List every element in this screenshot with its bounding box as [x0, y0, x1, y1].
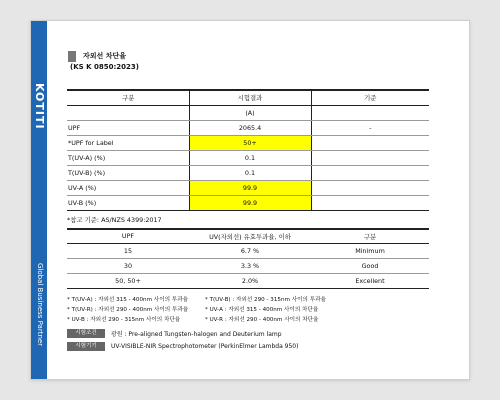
result-label: T(UV-A) (%): [67, 150, 189, 165]
ref-upf-value: 50, 50+: [67, 274, 189, 289]
result-criterion: [311, 195, 429, 210]
condition-row: [67, 327, 465, 340]
report-sheet: [30, 20, 470, 380]
result-value: 0.1: [189, 165, 311, 180]
ref-header-grade: 구분: [311, 229, 429, 244]
reference-table: [67, 228, 429, 290]
ref-transmission-value: 3.3 %: [189, 259, 311, 274]
brand-sidebar: [31, 21, 47, 379]
results-header-row: [67, 90, 429, 105]
definition-item: * T(UV-A) : 자외선 315 - 400nm 사이의 투과율: [67, 297, 189, 303]
result-value: 0.1: [189, 150, 311, 165]
results-row: [67, 195, 429, 210]
report-header: [67, 49, 465, 89]
col-header-criterion: 기준: [311, 90, 429, 105]
results-row: [67, 180, 429, 195]
definition-item: * UV-R : 자외선 290 - 400nm 사이의 차단율: [205, 317, 319, 323]
result-label: *UPF for Label: [67, 135, 189, 150]
brand-tagline: Global Business Partner: [36, 263, 44, 347]
results-table: [67, 89, 429, 211]
condition-row: [67, 340, 465, 353]
results-row: [67, 120, 429, 135]
report-standard: (KS K 0850:2023): [70, 63, 139, 71]
result-label: UV-B (%): [67, 195, 189, 210]
ref-grade-value: Good: [311, 259, 429, 274]
result-value: 99.9: [189, 180, 311, 195]
ref-upf-value: 15: [67, 244, 189, 259]
result-label: T(UV-B) (%): [67, 165, 189, 180]
result-label: UV-A (%): [67, 180, 189, 195]
ref-grade-value: Excellent: [311, 274, 429, 289]
brand-logo: KOTITI: [33, 83, 46, 130]
test-conditions: [67, 327, 465, 353]
ref-header-upf: UPF: [67, 229, 189, 244]
result-criterion: [311, 180, 429, 195]
condition-tag: 시험기기: [67, 342, 105, 351]
unit-criterion-blank: [311, 105, 429, 120]
reference-row: [67, 244, 429, 259]
results-row: [67, 135, 429, 150]
col-header-result: 시험결과: [189, 90, 311, 105]
result-value: 2065.4: [189, 120, 311, 135]
results-row: [67, 150, 429, 165]
reference-row: [67, 274, 429, 289]
results-row: [67, 165, 429, 180]
report-content: [67, 49, 465, 353]
results-unit-row: [67, 105, 429, 120]
report-title: 자외선 차단율: [83, 52, 127, 60]
definition-item: * UV-B : 자외선 290 - 315nm 사이의 차단율: [67, 317, 181, 323]
ref-upf-value: 30: [67, 259, 189, 274]
result-value: 50+: [189, 135, 311, 150]
result-criterion: -: [311, 120, 429, 135]
reference-note: *참고 기준: AS/NZS 4399:2017: [67, 215, 162, 224]
ref-transmission-value: 6.7 %: [189, 244, 311, 259]
result-criterion: [311, 135, 429, 150]
unit-label: (A): [189, 105, 311, 120]
definitions-list: [67, 295, 465, 323]
result-criterion: [311, 150, 429, 165]
col-header-category: 구분: [67, 90, 189, 105]
definition-item: * T(UV-R) : 자외선 290 - 400nm 사이의 투과율: [67, 307, 189, 313]
ref-grade-value: Minimum: [311, 244, 429, 259]
definition-item: * UV-A : 자외선 315 - 400nm 사이의 차단율: [205, 307, 319, 313]
section-marker-icon: [68, 51, 76, 62]
condition-text: UV-VISIBLE-NIR Spectrophotometer (PerkinElmer Lambda 950): [111, 343, 299, 350]
condition-text: 광원 : Pre-aligned Tungsten-halogen and Deuterium lamp: [111, 331, 282, 338]
definition-item: * T(UV-B) : 자외선 290 - 315nm 사이의 투과율: [205, 297, 326, 303]
condition-tag: 시험조건: [67, 329, 105, 338]
result-value: 99.9: [189, 195, 311, 210]
unit-blank: [67, 105, 189, 120]
result-criterion: [311, 165, 429, 180]
reference-row: [67, 259, 429, 274]
ref-header-transmission: UV(자외선) 유효투과율, 이하: [189, 229, 311, 244]
ref-transmission-value: 2.0%: [189, 274, 311, 289]
reference-header-row: [67, 229, 429, 244]
result-label: UPF: [67, 120, 189, 135]
